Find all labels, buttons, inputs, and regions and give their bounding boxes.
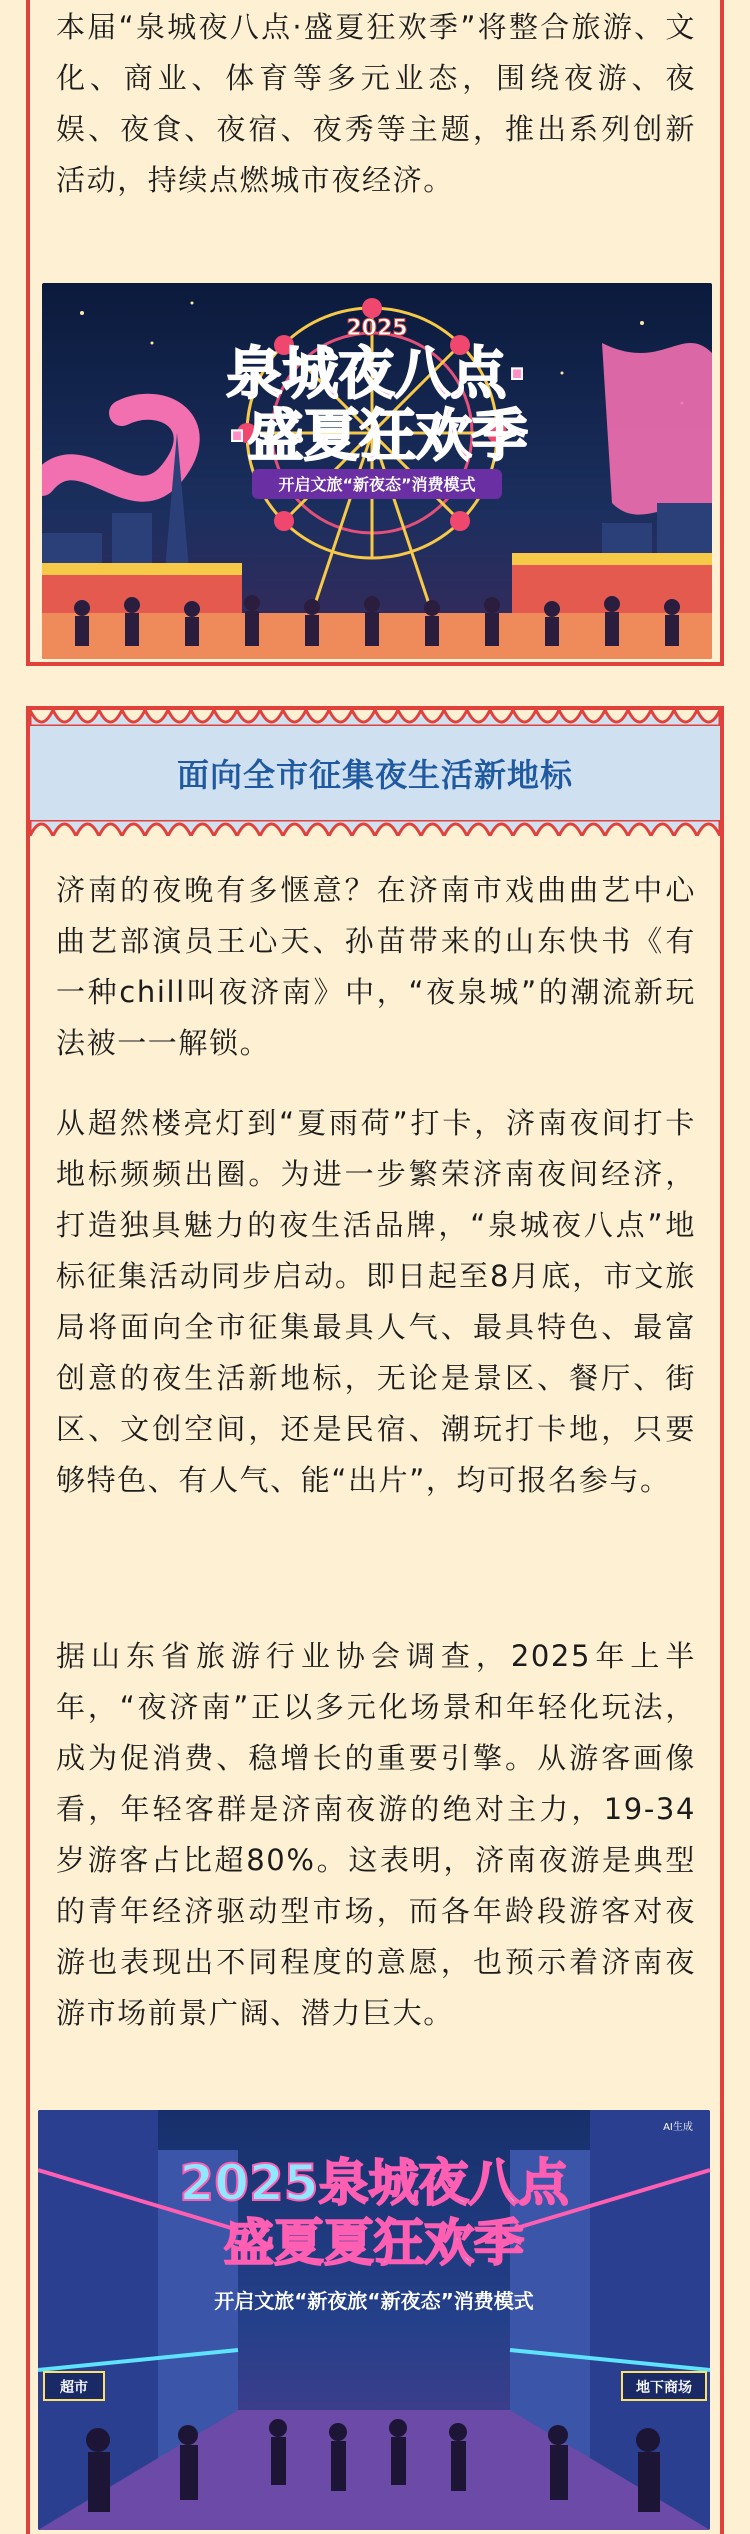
poster-1-subtitle: 开启文旅“新夜态”消费模式: [278, 475, 476, 494]
poster-2-sign-right: 地下商场: [636, 2380, 692, 2396]
poster-2-title-line2: 盛夏夏狂欢季: [224, 2214, 524, 2272]
section-card: [26, 706, 724, 2534]
poster-2-badge: AI生成: [663, 2122, 693, 2133]
scallop-top-decoration: [30, 710, 720, 726]
poster-image-2: [38, 2110, 710, 2530]
poster-image-1: [42, 283, 712, 659]
poster-2-sign-left: 超市: [60, 2380, 88, 2396]
section-header: [30, 710, 720, 835]
poster-2-subtitle: 开启文旅“新夜旅“新夜态”消费模式: [214, 2289, 534, 2313]
section-paragraph-3: 据山东省旅游行业协会调查，2025年上半年，“夜济南”正以多元化场景和年轻化玩法，成为促消费、稳增长的重要引擎。从游客画像看，年轻客群是济南夜游的绝对主力，19-34岁游客占比超80%。这表明，济南夜游是典型的青年经济驱动型市场，而各年龄段游客对夜游也表现出不同程度的意愿，也预示着济南夜游市场前景广阔、潜力巨大。: [56, 1639, 696, 2030]
poster-1-year: 2025: [346, 316, 408, 341]
intro-card: [26, 0, 724, 666]
poster-1-art: [42, 283, 712, 659]
section-title: 面向全市征集夜生活新地标: [176, 756, 573, 794]
poster-1-title-line2: ·盛夏狂欢季: [226, 404, 528, 469]
section-paragraph-2: 从超然楼亮灯到“夏雨荷”打卡，济南夜间打卡地标频频出圈。为进一步繁荣济南夜间经济，打造独具魅力的夜生活品牌，“泉城夜八点”地标征集活动同步启动。即日起至8月底，市文旅局将面向全市征集最具人气、最具特色、最富创意的夜生活新地标，无论是景区、餐厅、街区、文创空间，还是民宿、潮玩打卡地，只要够特色、有人气、能“出片”，均可报名参与。: [56, 1106, 696, 1497]
section-paragraph-1: 济南的夜晚有多惬意？在济南市戏曲曲艺中心曲艺部演员王心天、孙苗带来的山东快书《有一种chill叫夜济南》中，“夜泉城”的潮流新玩法被一一解锁。: [56, 873, 696, 1060]
poster-2-title-line1: 2025泉城夜八点: [179, 2154, 569, 2212]
intro-paragraph: 本届“泉城夜八点·盛夏狂欢季”将整合旅游、文化、商业、体育等多元业态，围绕夜游、夜娱、夜食、夜宿、夜秀等主题，推出系列创新活动，持续点燃城市夜经济。: [56, 10, 696, 197]
poster-1-title-line1: 泉城夜八点·: [226, 342, 528, 407]
poster-2-art: [38, 2110, 710, 2530]
scallop-bottom-decoration: [30, 820, 720, 836]
